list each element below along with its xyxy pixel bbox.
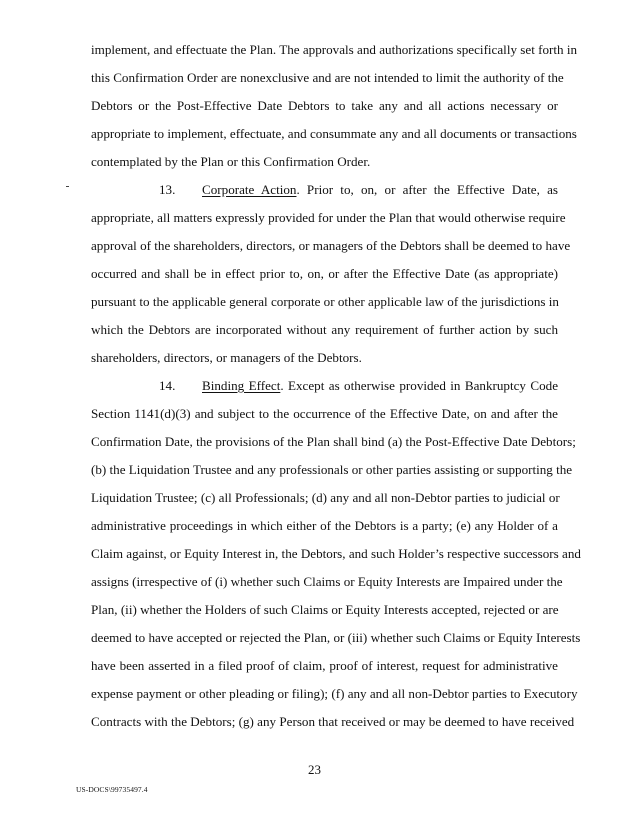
body-line: contemplated by the Plan or this Confirmation Order. bbox=[91, 154, 371, 169]
section-13-heading: Corporate Action bbox=[202, 182, 297, 197]
section-13-first-line bbox=[159, 182, 558, 198]
body-line: assigns (irrespective of (i) whether such Claims or Equity Interests are Impaired under the bbox=[91, 574, 563, 589]
section-13-number: 13. bbox=[159, 182, 176, 197]
margin-mark bbox=[66, 186, 69, 187]
page-number: 23 bbox=[308, 762, 321, 777]
body-line: administrative proceedings in which either of the Debtors is a party; (e) any Holder of a bbox=[91, 518, 558, 533]
section-13-first-line-text: . Prior to, on, or after the Effective Date, as bbox=[296, 182, 558, 197]
body-line: expense payment or other pleading or filing); (f) any and all non-Debtor parties to Executory bbox=[91, 686, 578, 701]
section-14-first-line bbox=[159, 378, 558, 394]
body-line: (b) the Liquidation Trustee and any professionals or other parties assisting or supporting the bbox=[91, 462, 573, 477]
body-line: Plan, (ii) whether the Holders of such Claims or Equity Interests accepted, rejected or are bbox=[91, 602, 559, 617]
body-line: Debtors or the Post-Effective Date Debtors to take any and all actions necessary or bbox=[91, 98, 558, 113]
body-line: which the Debtors are incorporated without any requirement of further action by such bbox=[91, 322, 558, 337]
section-14-heading: Binding Effect bbox=[202, 378, 281, 393]
body-line: Claim against, or Equity Interest in, the Debtors, and such Holder’s respective successors and bbox=[91, 546, 581, 561]
document-id: US-DOCS\99735497.4 bbox=[76, 785, 148, 794]
body-line: shareholders, directors, or managers of the Debtors. bbox=[91, 350, 362, 365]
body-line: deemed to have accepted or rejected the Plan, or (iii) whether such Claims or Equity Interests bbox=[91, 630, 581, 645]
body-line: Contracts with the Debtors; (g) any Person that received or may be deemed to have received bbox=[91, 714, 575, 729]
body-line: appropriate, all matters expressly provided for under the Plan that would otherwise require bbox=[91, 210, 566, 225]
body-line: pursuant to the applicable general corporate or other applicable law of the jurisdictions in bbox=[91, 294, 559, 309]
body-line: Confirmation Date, the provisions of the Plan shall bind (a) the Post-Effective Date Debtors; bbox=[91, 434, 576, 449]
body-line: this Confirmation Order are nonexclusive and are not intended to limit the authority of the bbox=[91, 70, 564, 85]
body-line: Liquidation Trustee; (c) all Professionals; (d) any and all non-Debtor parties to judicial or bbox=[91, 490, 560, 505]
body-line: occurred and shall be in effect prior to, on, or after the Effective Date (as appropriate) bbox=[91, 266, 558, 281]
body-line: have been asserted in a filed proof of claim, proof of interest, request for administrative bbox=[91, 658, 558, 673]
section-14-number: 14. bbox=[159, 378, 176, 393]
body-line: implement, and effectuate the Plan. The approvals and authorizations specifically set forth in bbox=[91, 42, 578, 57]
section-14-first-line-text: . Except as otherwise provided in Bankruptcy Code bbox=[280, 378, 559, 393]
body-line: Section 1141(d)(3) and subject to the occurrence of the Effective Date, on and after the bbox=[91, 406, 558, 421]
body-line: approval of the shareholders, directors, or managers of the Debtors shall be deemed to have bbox=[91, 238, 571, 253]
body-line: appropriate to implement, effectuate, and consummate any and all documents or transactions bbox=[91, 126, 577, 141]
